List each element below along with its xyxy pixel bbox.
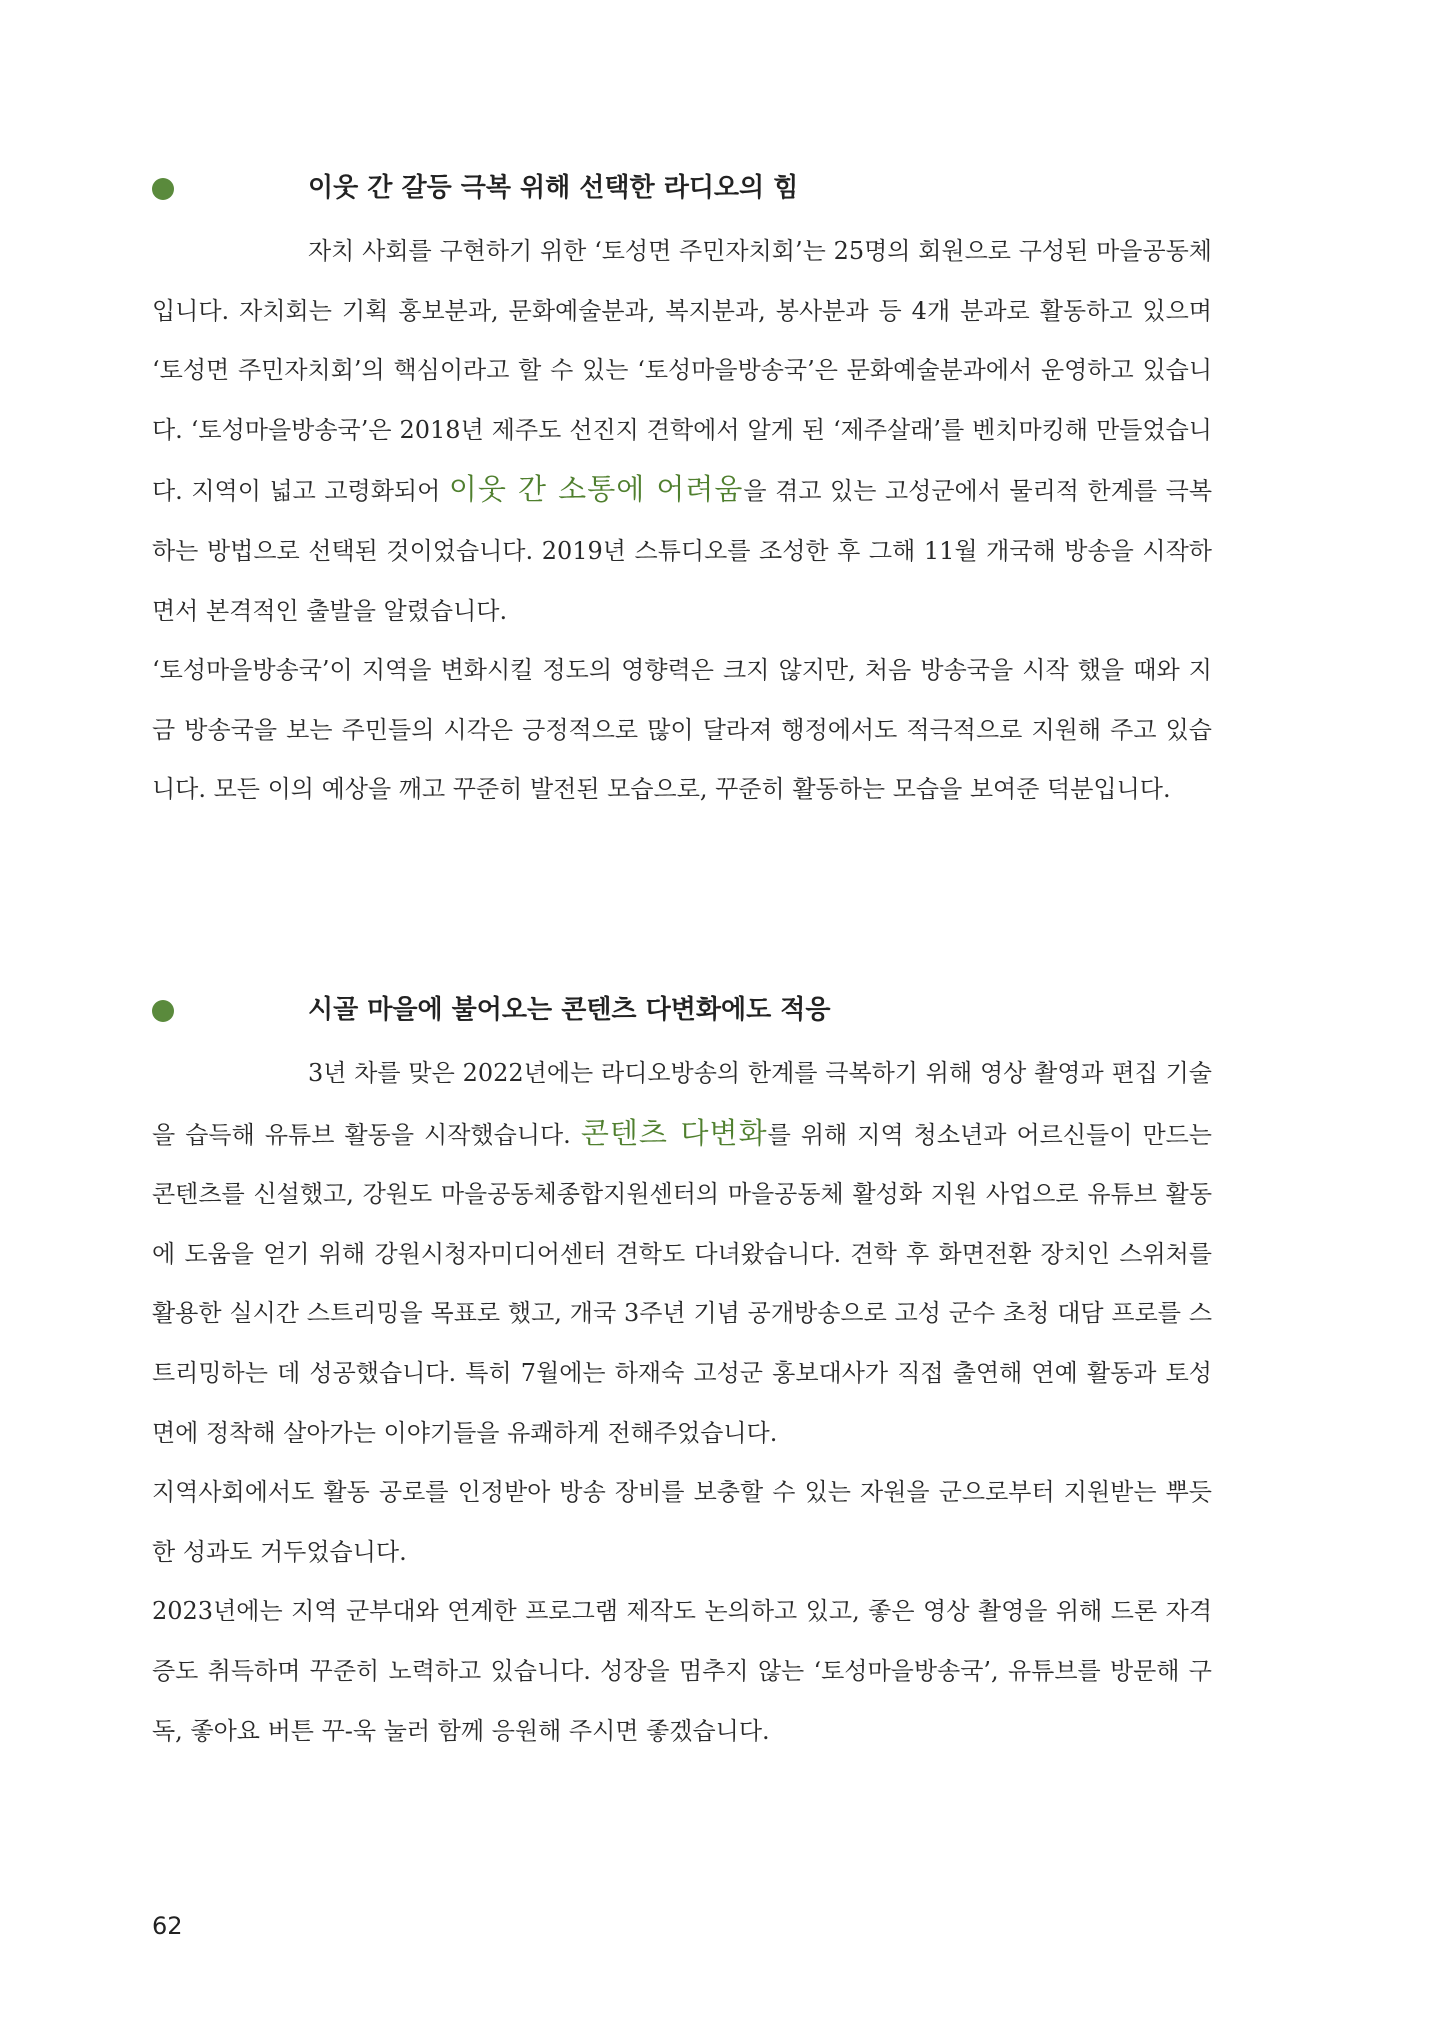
section-heading xyxy=(152,990,1212,1030)
paragraph-text: 자치 사회를 구현하기 위한 ‘토성면 주민자치회’는 25명의 회원으로 구성된 마을공동체입니다. 자치회는 기획 홍보분과, 문화예술분과, 복지분과, 봉사분과 등 4개 분과로 활동하고 있으며 ‘토성면 주민자치회’의 핵심이라고 할 수 있는 ‘토성마을방송국’은 문화예술분과에서 운영하고 있습니다. ‘토성마을방송국’은 2018년 제주도 선진지 견학에서 알게 된 ‘제주살래’를 벤치마킹해 만들었습니다. 지역이 넓고 고령화되어 xyxy=(152,237,1212,506)
paragraph: ‘토성마을방송국’이 지역을 변화시킬 정도의 영향력은 크지 않지만, 처음 방송국을 시작 했을 때와 지금 방송국을 보는 주민들의 시각은 긍정적으로 많이 달라져 행정에서도 적극적으로 지원해 주고 있습니다. 모든 이의 예상을 깨고 꾸준히 발전된 모습으로, 꾸준히 활동하는 모습을 보여준 덕분입니다. xyxy=(152,656,1212,804)
paragraph: 2023년에는 지역 군부대와 연계한 프로그램 제작도 논의하고 있고, 좋은 영상 촬영을 위해 드론 자격증도 취득하며 꾸준히 노력하고 있습니다. 성장을 멈추지 않는 ‘토성마을방송국’, 유튜브를 방문해 구독, 좋아요 버튼 꾸-욱 눌러 함께 응원해 주시면 좋겠습니다. xyxy=(152,1597,1212,1745)
section-radio-power xyxy=(152,168,1212,820)
paragraph-text: 를 위해 지역 청소년과 어르신들이 만드는 콘텐츠를 신설했고, 강원도 마을공동체종합지원센터의 마을공동체 활성화 지원 사업으로 유튜브 활동에 도움을 얻기 위해 강원시청자미디어센터 견학도 다녀왔습니다. 견학 후 화면전환 장치인 스위처를 활용한 실시간 스트리밍을 목표로 했고, 개국 3주년 기념 공개방송으로 고성 군수 초청 대담 프로를 스트리밍하는 데 성공했습니다. 특히 7월에는 하재숙 고성군 홍보대사가 직접 출연해 연예 활동과 토성면에 정착해 살아가는 이야기들을 유쾌하게 전해주었습니다. xyxy=(152,1120,1212,1447)
paragraph-text: 3년 차를 맞은 2022년에는 라디오방송의 한계를 극복하기 위해 영상 촬영과 편집 기술을 습득해 유튜브 활동을 시작했습니다. xyxy=(152,1059,1212,1149)
section-title: 시골 마을에 불어오는 콘텐츠 다변화에도 적응 xyxy=(308,995,831,1025)
highlighted-phrase: 이웃 간 소통에 어려움 xyxy=(448,472,744,507)
paragraph xyxy=(152,222,1212,641)
paragraph xyxy=(152,1044,1212,1463)
bullet-dot-icon xyxy=(152,178,174,200)
section-content-diversification xyxy=(152,990,1212,1761)
bullet-dot-icon xyxy=(152,1000,174,1022)
section-title: 이웃 간 갈등 극복 위해 선택한 라디오의 힘 xyxy=(308,173,799,203)
page-number: 62 xyxy=(152,1912,183,1940)
paragraph-text: 을 겪고 있는 고성군에서 물리적 한계를 극복하는 방법으로 선택된 것이었습니다. 2019년 스튜디오를 조성한 후 그해 11월 개국해 방송을 시작하면서 본격적인 출발을 알렸습니다. xyxy=(152,477,1213,625)
paragraph: 지역사회에서도 활동 공로를 인정받아 방송 장비를 보충할 수 있는 자원을 군으로부터 지원받는 뿌듯한 성과도 거두었습니다. xyxy=(152,1478,1212,1566)
section-heading xyxy=(152,168,1212,208)
highlighted-phrase: 콘텐츠 다변화 xyxy=(580,1115,768,1150)
